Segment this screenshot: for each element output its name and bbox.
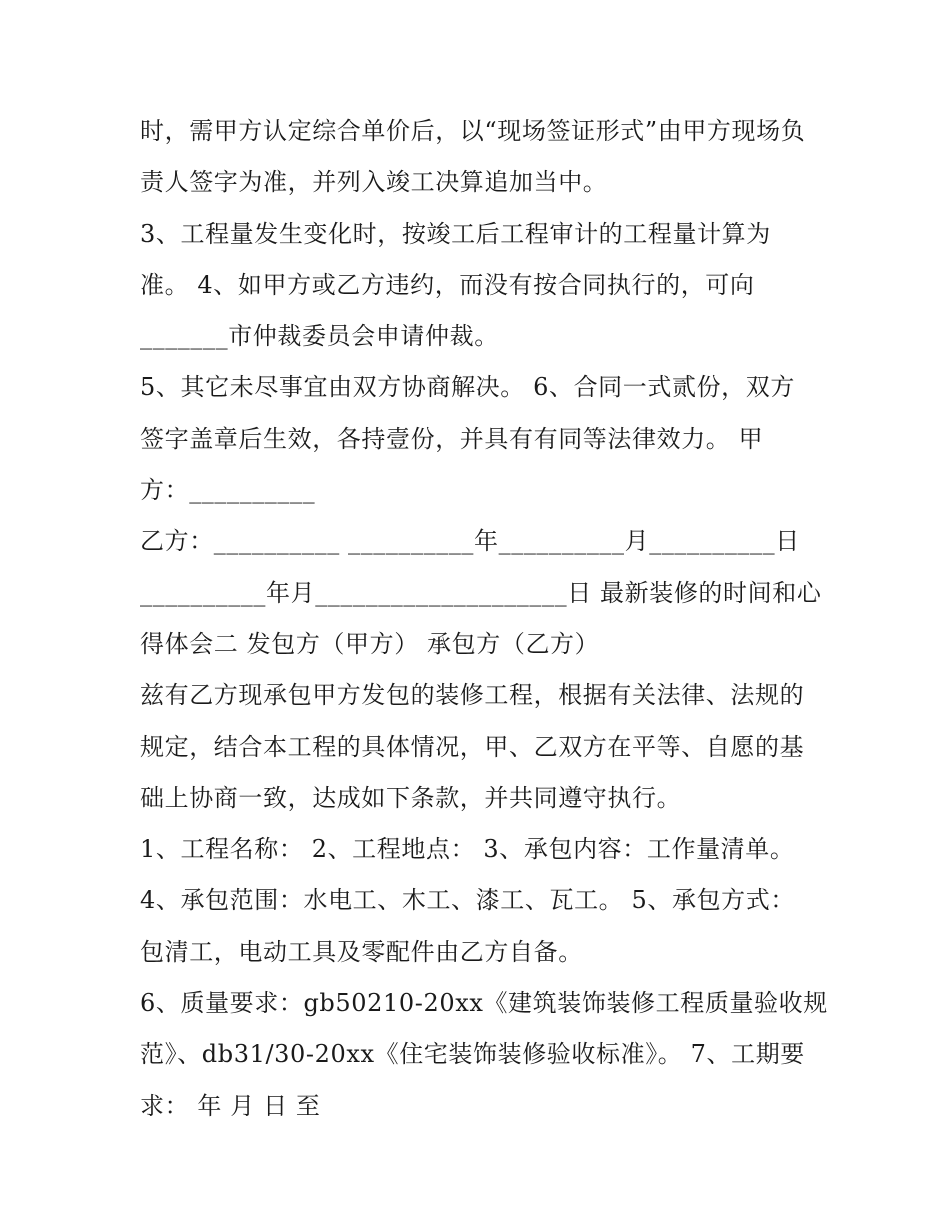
text-line: 求： 年 月 日 至 bbox=[140, 1091, 321, 1120]
contract-text bbox=[140, 106, 830, 1132]
text-line: 乙方：__________ __________年__________月__________日 bbox=[140, 527, 800, 556]
text-line: 础上协商一致，达成如下条款，并共同遵守执行。 bbox=[140, 783, 682, 812]
text-line: 时，需甲方认定综合单价后，以“现场签证形式”由甲方现场负 bbox=[140, 117, 806, 145]
text-line: 范》、db31/30-20xx《住宅装饰装修验收标准》。 7、工期要 bbox=[140, 1040, 805, 1069]
text-line: __________年月____________________日 最新装修的时间和心 bbox=[140, 578, 822, 607]
text-line: _______市仲裁委员会申请仲裁。 bbox=[140, 322, 499, 351]
text-line: 5、其它未尽事宜由双方协商解决。 6、合同一式贰份，双方 bbox=[140, 373, 795, 402]
text-line: 规定，结合本工程的具体情况，甲、乙双方在平等、自愿的基 bbox=[140, 732, 805, 761]
text-line: 签字盖章后生效，各持壹份，并具有有同等法律效力。 甲 bbox=[140, 424, 764, 453]
text-line: 1、工程名称： 2、工程地点： 3、承包内容：工作量清单。 bbox=[140, 835, 795, 864]
text-line: 方：__________ bbox=[140, 476, 316, 505]
text-line: 兹有乙方现承包甲方发包的装修工程，根据有关法律、法规的 bbox=[140, 681, 805, 710]
text-line: 4、承包范围：水电工、木工、漆工、瓦工。 5、承包方式： bbox=[140, 886, 795, 915]
text-line: 得体会二 发包方（甲方） 承包方（乙方） bbox=[140, 629, 600, 658]
text-line: 包清工，电动工具及零配件由乙方自备。 bbox=[140, 937, 583, 966]
text-line: 3、工程量发生变化时，按竣工后工程审计的工程量计算为 bbox=[140, 219, 771, 248]
text-line: 6、质量要求：gb50210-20xx《建筑装饰装修工程质量验收规 bbox=[140, 989, 828, 1018]
text-line: 责人签字为准，并列入竣工决算追加当中。 bbox=[140, 168, 608, 197]
text-line: 准。 4、如甲方或乙方违约，而没有按合同执行的，可向 bbox=[140, 270, 755, 299]
